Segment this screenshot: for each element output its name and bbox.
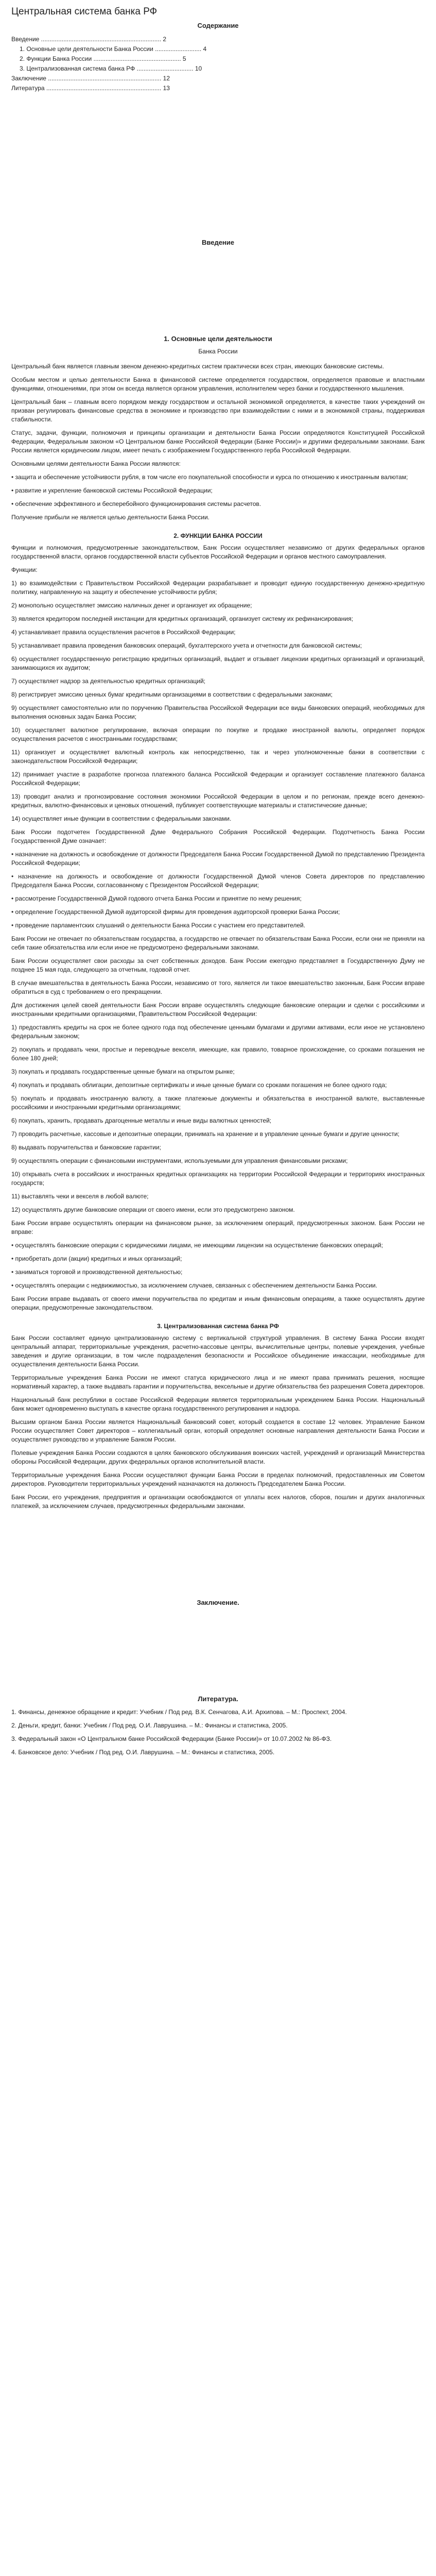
paragraph: • осуществлять банковские операции с юридическими лицами, не имеющими лицензии на осуществление банковских операций; [11, 1242, 383, 1249]
conclusion-heading: Заключение. [197, 1599, 239, 1606]
paragraph: Центральный банк – главным всего порядком между государством и остальной экономикой определяется, в качестве таких учреждений он призван регулировать финансовые средства в экономике и производство при взаимодействии с ними и в экономикой страны, поддерживая стабильности. [11, 398, 425, 423]
section-2-body [11, 544, 425, 1312]
paragraph: 10) осуществляет валютное регулирование, включая операции по покупке и продаже иностранной валюты, определяет порядок осуществления расчетов с иностранными государствами; [11, 726, 425, 742]
paragraph: 9) осуществлять операции с финансовыми инструментами, используемыми для управления финансовыми рисками; [11, 1157, 348, 1164]
blank-space [11, 93, 425, 227]
paragraph: Банк России не отвечает по обязательствам государства, а государство не отвечает по обязательствам Банка России, если они не приняли на себя такие обязательства или если иное не предусмотрено федеральными законами. [11, 935, 425, 951]
paragraph: 5) покупать и продавать иностранную валюту, а также платежные документы и обязательства в иностранной валюте, выставленные российскими и иностранными кредитными организациями; [11, 1095, 425, 1111]
section-3-heading: 3. Централизованная система банка РФ [157, 1323, 279, 1330]
paragraph: • развитие и укрепление банковской системы Российской Федерации; [11, 487, 213, 494]
document-title: Центральная система банка РФ [11, 6, 158, 17]
paragraph: 6) осуществляет государственную регистрацию кредитных организаций, выдает и отзывает лицензии кредитных организаций и организаций, занимающихся их аудитом; [11, 655, 425, 671]
literature [11, 1695, 425, 1757]
paragraph: 5) устанавливает правила проведения банковских операций, бухгалтерского учета и отчетности для банковской системы; [11, 642, 362, 649]
paragraph: 11) организует и осуществляет валютный контроль как непосредственно, так и через уполномоченные банки в соответствии с законодательством Российской Федерации; [11, 749, 425, 765]
blank-space [11, 1515, 425, 1587]
literature-heading: Литература. [198, 1695, 238, 1703]
paragraph: 11) выставлять чеки и векселя в любой валюте; [11, 1193, 149, 1200]
paragraph: 7) осуществляет надзор за деятельностью кредитных организаций; [11, 677, 205, 685]
paragraph: 9) осуществляет самостоятельно или по поручению Правительства Российской Федерации все виды банковских операций, необходимых для выполнения основных задач Банка России; [11, 704, 425, 720]
paragraph: 2) покупать и продавать чеки, простые и переводные векселя, имеющие, как правило, товарное происхождение, со сроками погашения не более 180 дней; [11, 1046, 425, 1062]
toc-list [11, 35, 425, 93]
toc-item: Заключение .................................................................. 12 [11, 75, 170, 82]
literature-item: 3. Федеральный закон «О Центральном банке Российской Федерации (Банке России)» от 10.07.2002 № 86-ФЗ. [11, 1735, 332, 1742]
paragraph: 12) принимает участие в разработке прогноза платежного баланса Российской Федерации и организует составление платежного баланса Российской Федерации; [11, 771, 425, 787]
paragraph: 4) покупать и продавать облигации, депозитные сертификаты и иные ценные бумаги со сроками погашения не более одного года; [11, 1081, 387, 1089]
paragraph: Банк России составляет единую централизованную систему с вертикальной структурой управления. В систему Банка России входят центральный аппарат, территориальные учреждения, расчетно-кассовые центры, вычислительные центры, полевые учреждения, учебные заведения и другие организации, в том числе подразделения безопасности и Российское объединение инкассации, необходимые для осуществления деятельности Банка России. [11, 1334, 425, 1368]
paragraph: • рассмотрение Государственной Думой годового отчета Банка России и принятие по нему решения; [11, 895, 302, 902]
paragraph: 4) устанавливает правила осуществления расчетов в Российской Федерации; [11, 629, 236, 636]
toc-item: Введение ...................................................................... 2 [11, 36, 167, 43]
paragraph: 3) покупать и продавать государственные ценные бумаги на открытом рынке; [11, 1068, 235, 1075]
paragraph: 2) монопольно осуществляет эмиссию наличных денег и организует их обращение; [11, 602, 252, 609]
paragraph: Банк России осуществляет свои расходы за счет собственных доходов. Банк России ежегодно представляет в Государственную Думу не позднее 15 мая года, следующего за отчетным, годовой отчет. [11, 957, 425, 973]
paragraph: 1) предоставлять кредиты на срок не более одного года под обеспечение ценными бумагами и другими активами, если иное не установлено федеральным законом; [11, 1024, 425, 1040]
toc-item: Литература ................................................................... 13 [11, 84, 170, 92]
paragraph: Для достижения целей своей деятельности Банк России вправе осуществлять следующие банковские операции и сделки с российскими и иностранными кредитными организациями, Правительством Российской Федерации: [11, 1002, 425, 1018]
paragraph: 14) осуществляет иные функции в соответствии с федеральными законами. [11, 815, 232, 822]
toc-item: 3. Централизованная система банка РФ ................................. 10 [20, 65, 202, 72]
section-2 [11, 532, 425, 1312]
paragraph: 12) осуществлять другие банковские операции от своего имени, если это предусмотрено законом. [11, 1206, 295, 1213]
table-of-contents [11, 22, 425, 93]
paragraph: Банк России вправе выдавать от своего имени поручительства по кредитам и иным финансовым операциям, а также осуществлять другие операции, предусмотренные законодательством. [11, 1295, 425, 1311]
paragraph: Национальный банк республики в составе Российской Федерации является территориальным учреждением Банка России. Национальный банк может одновременно выступать в качестве органа государственного регулирования и надзора. [11, 1396, 425, 1412]
toc-heading: Содержание [197, 22, 239, 29]
section-1-subheading: Банка России [198, 348, 238, 355]
literature-item: 4. Банковское дело: Учебник / Под ред. О.И. Лаврушина. – М.: Финансы и статистика, 2005. [11, 1749, 275, 1756]
paragraph: Территориальные учреждения Банка России осуществляют функции Банка России в пределах полномочий, предоставленных им Советом директоров. Руководители территориальных учреждений назначаются на должность Председателем Банка России. [11, 1471, 425, 1487]
paragraph: 10) открывать счета в российских и иностранных кредитных организациях на территории Российской Федерации и территориях иностранных государств; [11, 1171, 425, 1187]
paragraph: 6) покупать, хранить, продавать драгоценные металлы и иные виды валютных ценностей; [11, 1117, 272, 1124]
paragraph: Функции: [11, 566, 38, 573]
paragraph: • приобретать доли (акции) кредитных и иных организаций; [11, 1255, 182, 1262]
paragraph: • проведение парламентских слушаний о деятельности Банка России с участием его представителей. [11, 922, 306, 929]
paragraph: 8) регистрирует эмиссию ценных бумаг кредитными организациями в соответствии с федеральными законами; [11, 691, 333, 698]
literature-list [11, 1708, 425, 1757]
paragraph: Особым местом и целью деятельности Банка в финансовой системе определяется государством, определяется правовые и властными функциями, отношениями, при этом он всегда является органом управления, исполнителем через банки и государственного мышления. [11, 376, 425, 392]
paragraph: Получение прибыли не является целью деятельности Банка России. [11, 514, 210, 521]
section-2-heading: 2. ФУНКЦИИ БАНКА РОССИИ [173, 532, 263, 539]
paragraph: Банк России, его учреждения, предприятия и организации освобождаются от уплаты всех налогов, сборов, пошлин и других аналогичных платежей, за исключением случаев, предусмотренных федеральными законами. [11, 1494, 425, 1510]
paragraph: Основными целями деятельности Банка России являются: [11, 460, 181, 467]
paragraph: Функции и полномочия, предусмотренные законодательством, Банк России осуществляет независимо от других федеральных органов государственной власти, органов государственной власти субъектов Российской Федерации и органов местного самоуправления. [11, 544, 425, 560]
paragraph: Центральный банк является главным звеном денежно-кредитных систем практически всех стран, имеющих банковские системы. [11, 363, 384, 370]
section-1-body [11, 362, 425, 522]
paragraph: • назначение на должность и освобождение от должности Государственной Думой членов Совета директоров по представлению Председателя Банка России, согласованному с Президентом Российской Федерации; [11, 873, 425, 889]
paragraph: • защита и обеспечение устойчивости рубля, в том числе его покупательной способности и курса по отношению к иностранным валютам; [11, 473, 408, 481]
literature-item: 1. Финансы, денежное обращение и кредит: Учебник / Под ред. В.К. Сенчагова, А.И. Архипова. – М.: Проспект, 2004. [11, 1708, 347, 1716]
toc-item: 1. Основные цели деятельности Банка России ........................... 4 [20, 45, 207, 53]
paragraph: Статус, задачи, функции, полномочия и принципы организации и деятельности Банка России определяются Конституцией Российской Федерации, Федеральным законом «О Центральном банке Российской Федерации (Банке России)» и другими федеральными законами. Банк России является юридическим лицом, имеет печать с изображением Государственного герба Российской Федерации. [11, 429, 425, 454]
paragraph: 3) является кредитором последней инстанции для кредитных организаций, организует систему их рефинансирования; [11, 615, 353, 622]
section-1-heading: 1. Основные цели деятельности [164, 335, 272, 343]
paragraph: • назначение на должность и освобождение от должности Председателя Банка России Государственной Думой по представлению Президента Российской Федерации; [11, 851, 425, 867]
paragraph: В случае вмешательства в деятельность Банка России, независимо от того, является ли такое вмешательство законным, Банк России вправе обратиться в суд с требованием о его прекращении. [11, 979, 425, 995]
paragraph: • заниматься торговой и производственной деятельностью; [11, 1268, 183, 1276]
paragraph: 1) во взаимодействии с Правительством Российской Федерации разрабатывает и проводит единую государственную денежно-кредитную политику, направленную на защиту и обеспечение устойчивости рубля; [11, 580, 425, 596]
paragraph: Банк России подотчетен Государственной Думе Федерального Собрания Российской Федерации. Подотчетность Банка России Государственной Думе означает: [11, 828, 425, 844]
paragraph: • определение Государственной Думой аудиторской фирмы для проведения аудиторской проверки Банка России; [11, 908, 340, 916]
section-3-body [11, 1334, 425, 1511]
paragraph: 13) проводит анализ и прогнозирование состояния экономики Российской Федерации в целом и по регионам, прежде всего денежно-кредитных, валютно-финансовых и ценовых отношений, публикует соответствующие материалы и статистические данные; [11, 793, 425, 809]
paragraph: Полевые учреждения Банка России создаются в целях банковского обслуживания воинских частей, учреждений и организаций Министерства обороны Российской Федерации, других федеральных органов исполнительной власти. [11, 1449, 425, 1465]
intro-heading: Введение [202, 239, 234, 246]
paragraph: 8) выдавать поручительства и банковские гарантии; [11, 1144, 161, 1151]
paragraph: 7) проводить расчетные, кассовые и депозитные операции, принимать на хранение и в управление ценные бумаги и другие ценности; [11, 1130, 399, 1138]
toc-item: 2. Функции Банка России ................................................... 5 [20, 55, 186, 62]
paragraph: • осуществлять операции с недвижимостью, за исключением случаев, связанных с обеспечением деятельности Банка России. [11, 1282, 377, 1289]
paragraph: Высшим органом Банка России является Национальный банковский совет, который создается в составе 12 человек. Управление Банком России осуществляет Совет директоров – коллегиальный орган, который определяет основные направления деятельности Банка России и осуществляет руководство и управление Банком России. [11, 1418, 425, 1443]
blank-space [11, 1612, 425, 1684]
paragraph: Банк России вправе осуществлять операции на финансовом рынке, за исключением операций, предусмотренных законом. Банк России не вправе: [11, 1219, 425, 1235]
paragraph: Территориальные учреждения Банка России не имеют статуса юридического лица и не имеют права принимать решения, носящие нормативный характер, а также выдавать гарантии и поручительства, вексельные и другие обязательства без разрешения Совета директоров. [11, 1374, 425, 1390]
blank-space [11, 251, 425, 324]
literature-item: 2. Деньги, кредит, банки: Учебник / Под ред. О.И. Лаврушина. – М.: Финансы и статистика, 2005. [11, 1722, 288, 1729]
section-1 [11, 335, 425, 522]
paragraph: • обеспечение эффективного и бесперебойного функционирования системы расчетов. [11, 500, 261, 507]
section-3 [11, 1323, 425, 1511]
